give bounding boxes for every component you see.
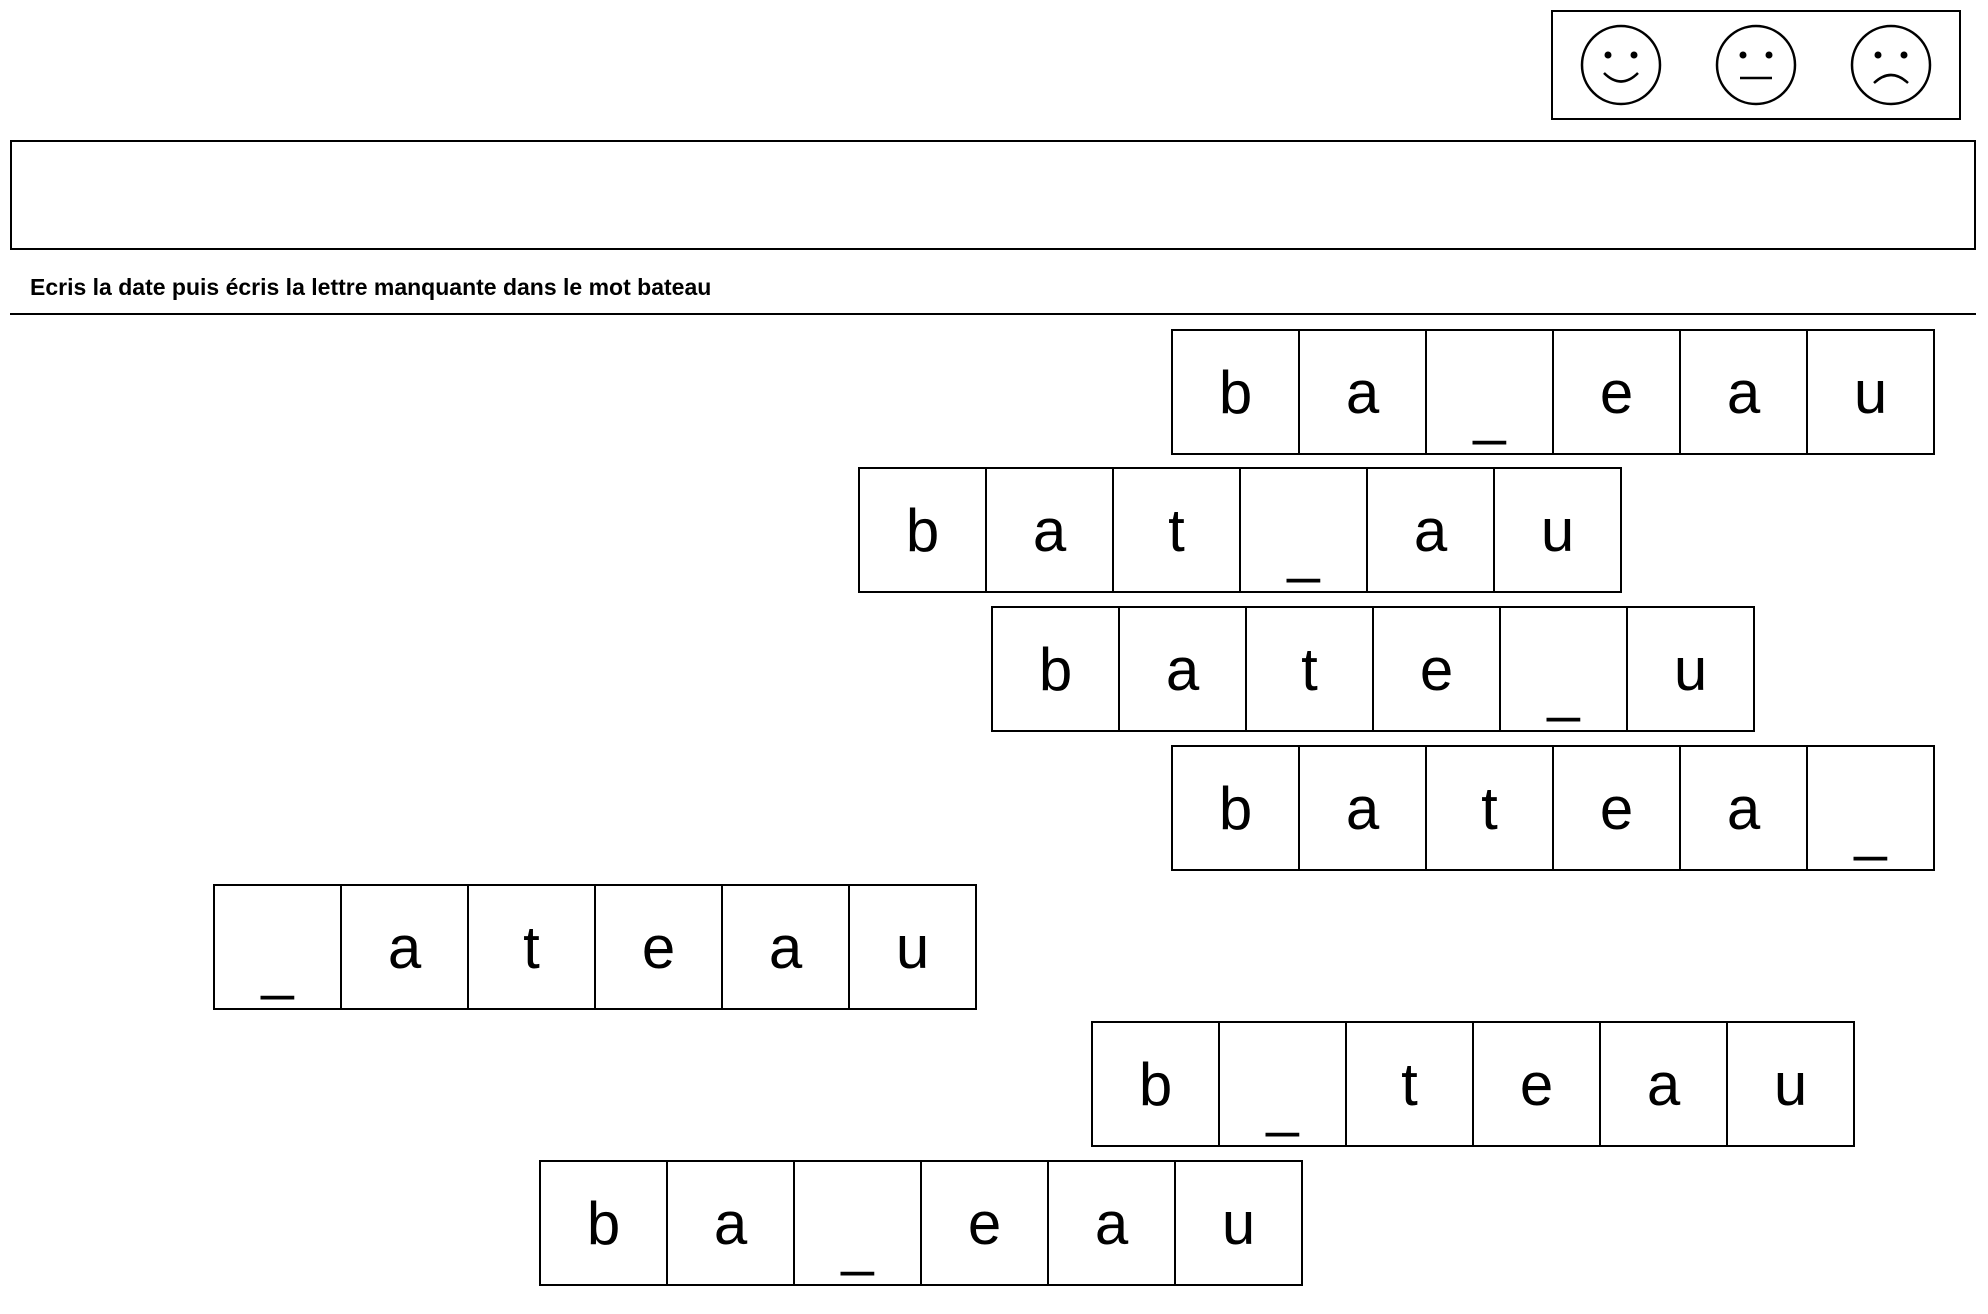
letter-cell: e	[1552, 329, 1681, 455]
letter-cell: a	[1118, 606, 1247, 732]
letter-cell-blank[interactable]: _	[1499, 606, 1628, 732]
letter-cell: a	[1298, 329, 1427, 455]
letter-cell: e	[594, 884, 723, 1010]
letter-cell: a	[721, 884, 850, 1010]
letter-cell: b	[1171, 329, 1300, 455]
letter-cell: u	[1626, 606, 1755, 732]
word-row	[213, 884, 977, 1010]
letter-cell: b	[1171, 745, 1300, 871]
letter-cell: a	[666, 1160, 795, 1286]
letter-cell: b	[1091, 1021, 1220, 1147]
letter-cell-blank[interactable]: _	[1239, 467, 1368, 593]
letter-cell: t	[1345, 1021, 1474, 1147]
letter-cell: u	[1174, 1160, 1303, 1286]
letter-cell: a	[1679, 329, 1808, 455]
letter-cell: u	[1726, 1021, 1855, 1147]
letter-cell: u	[1806, 329, 1935, 455]
word-row	[539, 1160, 1303, 1286]
letter-cell: a	[1599, 1021, 1728, 1147]
letter-cell: b	[858, 467, 987, 593]
letter-cell: t	[1245, 606, 1374, 732]
letter-cell-blank[interactable]: _	[1218, 1021, 1347, 1147]
letter-cell: a	[985, 467, 1114, 593]
letter-cell: t	[467, 884, 596, 1010]
letter-cell-blank[interactable]: _	[213, 884, 342, 1010]
letter-cell-blank[interactable]: _	[793, 1160, 922, 1286]
letter-cell: a	[1366, 467, 1495, 593]
instruction-text: Ecris la date puis écris la lettre manquante dans le mot bateau	[30, 274, 712, 300]
word-row	[858, 467, 1622, 593]
word-row	[991, 606, 1755, 732]
letter-cell: u	[848, 884, 977, 1010]
letter-cell: a	[340, 884, 469, 1010]
letter-cell: e	[920, 1160, 1049, 1286]
letter-cell: u	[1493, 467, 1622, 593]
letter-cell: b	[539, 1160, 668, 1286]
letter-cell: a	[1047, 1160, 1176, 1286]
word-row	[1171, 329, 1935, 455]
word-row	[1171, 745, 1935, 871]
letter-cell-blank[interactable]: _	[1806, 745, 1935, 871]
letter-cell: e	[1552, 745, 1681, 871]
letter-cell: t	[1112, 467, 1241, 593]
letter-cell-blank[interactable]: _	[1425, 329, 1554, 455]
letter-cell: a	[1298, 745, 1427, 871]
letter-cell: b	[991, 606, 1120, 732]
letter-cell: e	[1472, 1021, 1601, 1147]
letter-cell: a	[1679, 745, 1808, 871]
word-row	[1091, 1021, 1855, 1147]
letter-cell: e	[1372, 606, 1501, 732]
letter-cell: t	[1425, 745, 1554, 871]
